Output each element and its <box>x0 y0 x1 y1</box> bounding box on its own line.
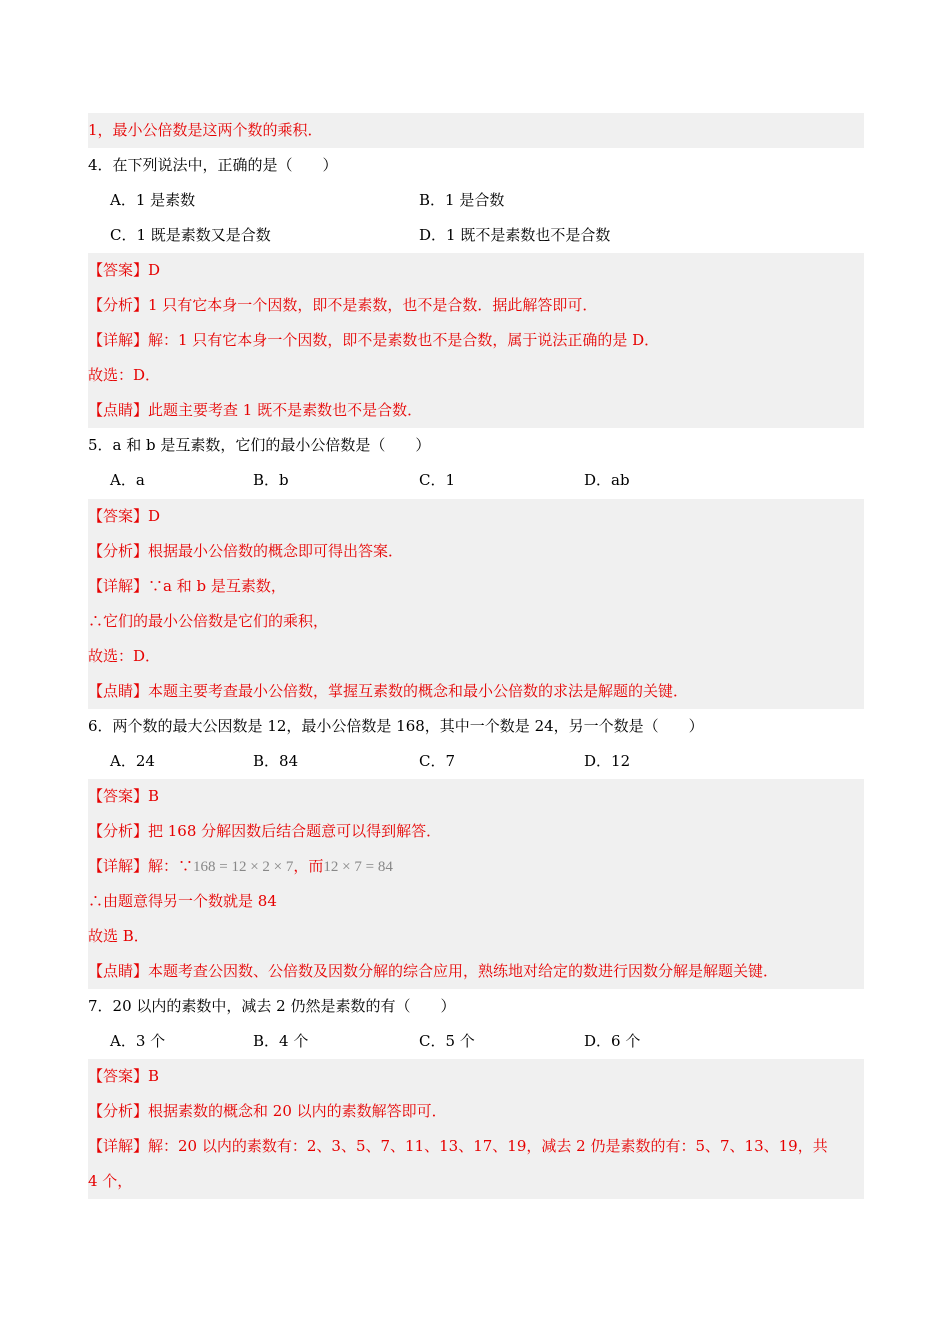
question-4-options-row-1 <box>88 183 864 218</box>
detail-text: 【详解】解：20 以内的素数有：2、3、5、7、11、13、17、19，减去 2 仍是素数的有：5、7、13、19，共 <box>88 1129 864 1164</box>
answer-label: 【答案】D <box>88 499 864 534</box>
option-c: C．7 <box>419 752 456 770</box>
detail-text-continued: 4 个， <box>88 1164 864 1199</box>
therefore-text: ∴由题意得另一个数就是 84 <box>88 884 864 919</box>
option-a: A．a <box>110 471 145 489</box>
option-d: D．6 个 <box>584 1032 641 1050</box>
option-b: B．4 个 <box>253 1032 309 1050</box>
option-d: D．ab <box>584 471 630 489</box>
question-4: 4．在下列说法中，正确的是（ ） <box>88 156 338 174</box>
question-7-options <box>88 1024 864 1059</box>
comment-text: 【点睛】此题主要考查 1 既不是素数也不是合数． <box>88 393 864 428</box>
option-c: C．1 <box>419 471 456 489</box>
detail-text: 【详解】解：1 只有它本身一个因数，即不是素数也不是合数，属于说法正确的是 D． <box>88 323 864 358</box>
equation-2: 12 × 7 = 84 <box>323 859 393 875</box>
option-c: C．5 个 <box>419 1032 475 1050</box>
answer-tail: 1，最小公倍数是这两个数的乘积． <box>88 113 864 148</box>
question-4-options-row-2 <box>88 218 864 253</box>
option-d: D．1 既不是素数也不是合数 <box>419 226 611 244</box>
analysis-text: 【分析】根据素数的概念和 20 以内的素数解答即可． <box>88 1094 864 1129</box>
analysis-text: 【分析】1 只有它本身一个因数，即不是素数，也不是合数．据此解答即可． <box>88 288 864 323</box>
question-5-options <box>88 463 864 498</box>
question-6: 6．两个数的最大公因数是 12，最小公倍数是 168，其中一个数是 24，另一个数是（ ） <box>88 717 704 735</box>
question-7: 7．20 以内的素数中，减去 2 仍然是素数的有（ ） <box>88 997 456 1015</box>
answer-label: 【答案】B <box>88 779 864 814</box>
therefore-text: ∴它们的最小公倍数是它们的乘积， <box>88 604 864 639</box>
comment-text: 【点睛】本题主要考查最小公倍数，掌握互素数的概念和最小公倍数的求法是解题的关键． <box>88 674 864 709</box>
detail-text: 【详解】∵a 和 b 是互素数， <box>88 569 864 604</box>
answer-label: 【答案】B <box>88 1059 864 1094</box>
selection-text: 故选 B． <box>88 919 864 954</box>
option-b: B．b <box>253 471 289 489</box>
analysis-text: 【分析】根据最小公倍数的概念即可得出答案． <box>88 534 864 569</box>
selection-text: 故选：D． <box>88 639 864 674</box>
detail-text: 【详解】解：∵168 = 12 × 2 × 7，而12 × 7 = 84 <box>88 849 864 884</box>
option-c: C．1 既是素数又是合数 <box>110 226 271 244</box>
analysis-text: 【分析】把 168 分解因数后结合题意可以得到解答． <box>88 814 864 849</box>
question-6-options <box>88 744 864 779</box>
equation-1: 168 = 12 × 2 × 7 <box>193 859 294 875</box>
selection-text: 故选：D． <box>88 358 864 393</box>
option-a: A．24 <box>110 752 155 770</box>
comment-text: 【点睛】本题考查公因数、公倍数及因数分解的综合应用，熟练地对给定的数进行因数分解是解题关键． <box>88 954 864 989</box>
option-d: D．12 <box>584 752 631 770</box>
question-5: 5．a 和 b 是互素数，它们的最小公倍数是（ ） <box>88 436 431 454</box>
option-a: A．3 个 <box>110 1032 166 1050</box>
answer-label: 【答案】D <box>88 253 864 288</box>
option-b: B．1 是合数 <box>419 191 505 209</box>
option-a: A．1 是素数 <box>110 191 196 209</box>
option-b: B．84 <box>253 752 299 770</box>
